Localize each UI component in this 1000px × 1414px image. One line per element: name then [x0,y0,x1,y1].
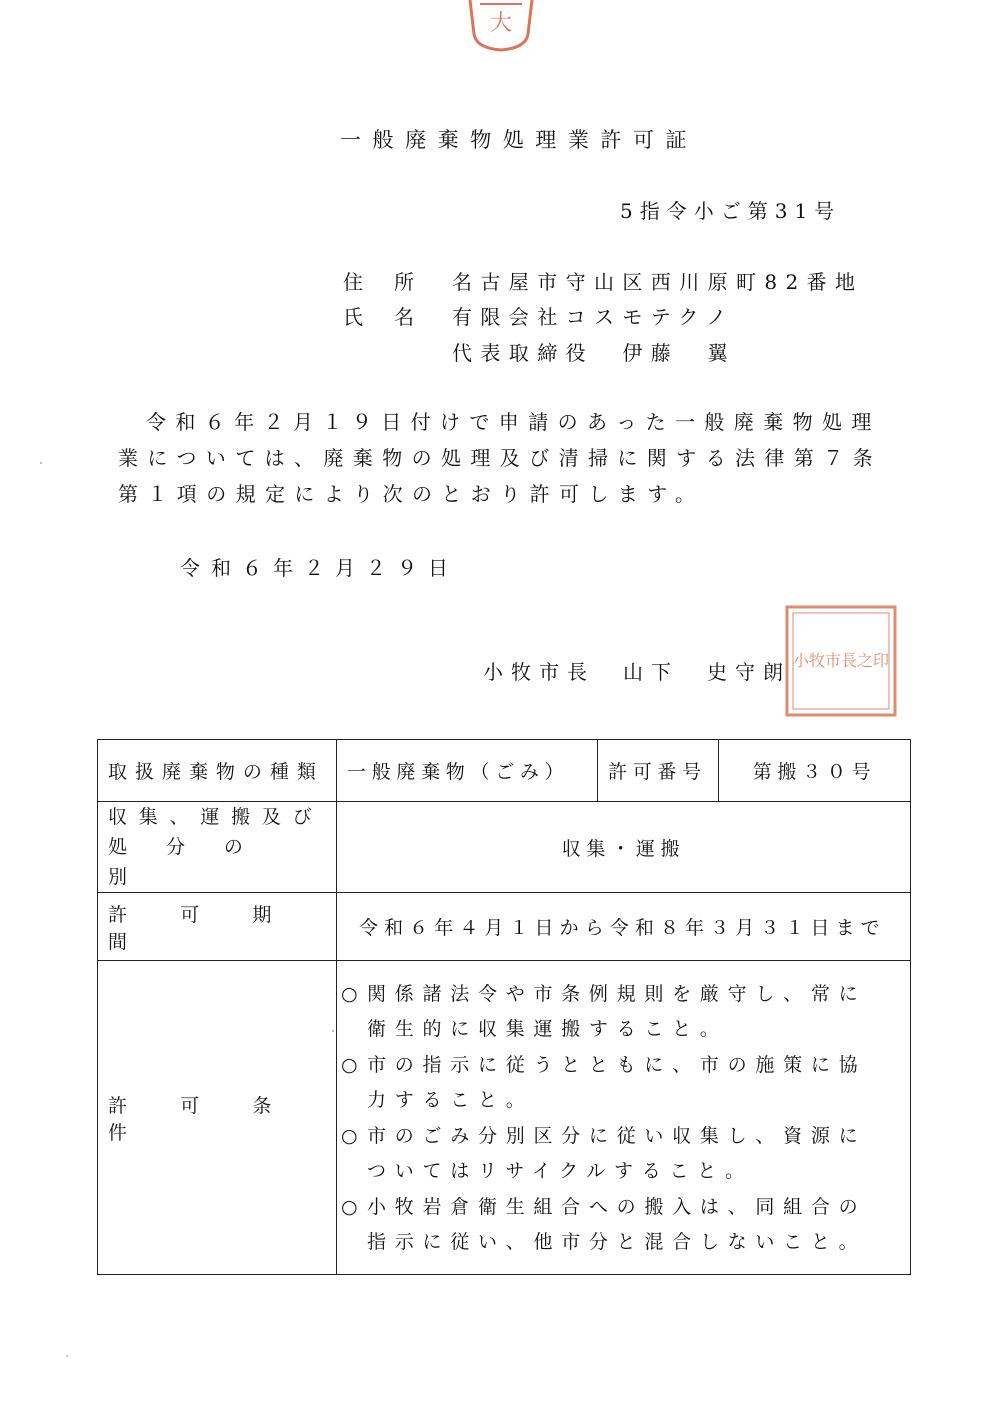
operation-type-label-cell [98,802,337,893]
address-label: 住所 [343,270,445,294]
permit-period-value-cell [337,893,911,961]
waste-type-label: 取扱廃棄物の種類 [108,761,324,783]
scan-speck [40,462,42,464]
waste-type-label-cell [98,740,337,802]
permit-conditions-label: 許可条件 [108,1094,325,1144]
issue-date: 令和６年２月２９日 [180,556,459,580]
operation-type-value-cell [337,802,911,893]
condition-item: ○ 市のごみ分別区分に従い収集し、資源に [341,1124,867,1147]
condition-item: ○ 市の指示に従うとともに、市の施策に協 [341,1053,867,1076]
name-label: 氏名 [343,305,445,329]
permit-number-label: 許可番号 [608,761,707,783]
permit-number-value-cell [719,740,911,802]
body-line-2: 業については、廃棄物の処理及び清掃に関する法律第７条 [118,446,882,470]
table-row-operation-type [98,802,911,893]
permit-conditions-list [337,961,911,1275]
body-line-1: 令和６年２月１９日付けで申請のあった一般廃棄物処理 [146,410,881,434]
table-row-waste-type [98,740,911,802]
condition-item-continued: 力すること。 [367,1089,534,1111]
waste-type-value: 一般廃棄物（ごみ） [347,761,570,783]
scan-speck [66,1355,68,1357]
representative-name: 代表取締役 伊藤 翼 [452,341,736,365]
table-row-permit-period [98,893,911,961]
permit-number-label-cell [598,740,719,802]
mayor-seal-text: 小牧市長之印 [792,651,890,670]
condition-item-continued: ついてはリサイクルすること。 [367,1160,753,1182]
scan-speck [332,1030,334,1032]
permit-conditions-label-cell [98,961,337,1275]
top-seal-stamp [466,0,536,52]
condition-item-continued: 指示に従い、他市分と混合しないこと。 [367,1231,867,1253]
permit-period-value: 令和６年４月１日から令和８年３月３１日まで [359,917,886,939]
condition-item: ○ 関係諸法令や市条例規則を厳守し、常に [341,982,867,1005]
document-title: 一般廃棄物処理業許可証 [340,128,699,152]
top-seal-text: 大 [489,11,513,36]
permit-number-value: 第搬３０号 [752,761,877,783]
permit-details-table [97,739,911,1275]
operation-type-label-line1: 収集、運搬及び [108,806,324,828]
mayor-seal-stamp [784,604,898,718]
waste-type-value-cell [337,740,598,802]
permit-period-label: 許可期間 [108,903,325,953]
condition-item-continued: 衛生的に収集運搬すること。 [367,1018,728,1040]
permit-period-label-cell [98,893,337,961]
operation-type-value: 収集・運搬 [561,837,686,860]
issuer-name: 小牧市長 山下 史守朗 [483,660,791,684]
table-row-permit-conditions [98,961,911,1275]
document-number: 5指令小ご第31号 [620,199,842,223]
address-value: 名古屋市守山区西川原町82番地 [452,270,864,294]
condition-item: ○ 小牧岩倉衛生組合への搬入は、同組合の [341,1195,867,1218]
body-line-3: 第１項の規定により次のとおり許可します。 [118,482,705,506]
operation-type-label-line2: 処分の別 [108,836,282,888]
company-name: 有限会社コスモテクノ [452,305,735,329]
